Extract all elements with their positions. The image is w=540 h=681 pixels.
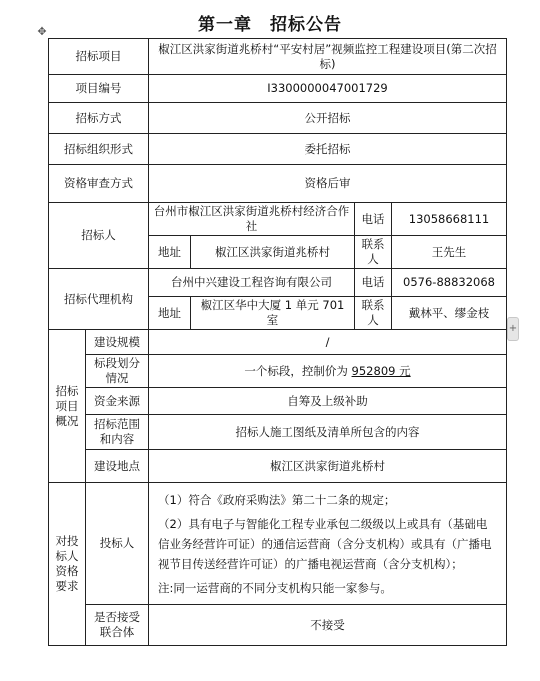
- tenderer-address: 椒江区洪家街道兆桥村: [191, 236, 355, 269]
- row-project-name: [49, 39, 507, 75]
- announcement-table: [48, 38, 507, 646]
- label-requirements: 对投标人资格要求: [49, 483, 86, 646]
- tenderer-contact: 王先生: [392, 236, 507, 269]
- value-bid-method: 公开招标: [149, 103, 507, 134]
- label-bid-method: 招标方式: [49, 103, 149, 134]
- agent-contact-label: 联系人: [355, 297, 392, 330]
- row-bid-method: [49, 103, 507, 134]
- agent-address: 椒江区华中大厦 1 单元 701 室: [191, 297, 355, 330]
- agent-name: 台州中兴建设工程咨询有限公司: [149, 269, 355, 297]
- label-project-code: 项目编号: [49, 75, 149, 103]
- label-tenderer: 招标人: [49, 203, 149, 269]
- requirement-line: 注:同一运营商的不同分支机构只能一家参与。: [158, 580, 392, 595]
- value-consortium: 不接受: [149, 605, 507, 646]
- plus-icon[interactable]: +: [507, 317, 519, 341]
- sections-prefix: 一个标段，控制价为: [244, 363, 348, 378]
- value-scale: /: [149, 330, 507, 355]
- requirement-line: （1）符合《政府采购法》第二十二条的规定；: [158, 492, 396, 507]
- value-project-code: I3300000047001729: [149, 75, 507, 103]
- tenderer-contact-label: 联系人: [355, 236, 392, 269]
- label-scale: 建设规模: [86, 330, 149, 355]
- value-funding: 自筹及上级补助: [149, 388, 507, 415]
- value-scope: 招标人施工图纸及清单所包含的内容: [149, 415, 507, 450]
- control-price: 952809 元: [351, 363, 411, 378]
- four-arrows-move-icon[interactable]: ✥: [37, 25, 47, 38]
- row-funding: [49, 388, 507, 415]
- label-bidder: 投标人: [86, 483, 149, 605]
- label-project-name: 招标项目: [49, 39, 149, 75]
- row-location: [49, 450, 507, 483]
- tenderer-phone: 13058668111: [392, 203, 507, 236]
- bidder-requirements: [149, 483, 507, 605]
- requirement-line: （2）具有电子与智能化工程专业承包二级级以上或具有（基础电信业务经营许可证）的通信运营商（含分支机构）或具有（广播电视节目传送经营许可证）的广播电视运营商（含分支机构）；: [158, 516, 492, 571]
- value-qualification: 资格后审: [149, 165, 507, 203]
- tenderer-name: 台州市椒江区洪家街道兆桥村经济合作社: [149, 203, 355, 236]
- tenderer-phone-label: 电话: [355, 203, 392, 236]
- agent-phone: 0576-88832068: [392, 269, 507, 297]
- label-sections: 标段划分情况: [86, 355, 149, 388]
- label-agent: 招标代理机构: [49, 269, 149, 330]
- row-scope: [49, 415, 507, 450]
- agent-phone-label: 电话: [355, 269, 392, 297]
- label-org-form: 招标组织形式: [49, 134, 149, 165]
- row-project-code: [49, 75, 507, 103]
- value-location: 椒江区洪家街道兆桥村: [149, 450, 507, 483]
- label-scope: 招标范围和内容: [86, 415, 149, 450]
- label-location: 建设地点: [86, 450, 149, 483]
- page-title: 第一章 招标公告: [198, 15, 342, 35]
- row-sections: [49, 355, 507, 388]
- label-funding: 资金来源: [86, 388, 149, 415]
- row-consortium: [49, 605, 507, 646]
- label-consortium: 是否接受联合体: [86, 605, 149, 646]
- row-tenderer-1: [49, 203, 507, 236]
- label-qualification: 资格审查方式: [49, 165, 149, 203]
- value-org-form: 委托招标: [149, 134, 507, 165]
- row-org-form: [49, 134, 507, 165]
- tenderer-address-label: 地址: [149, 236, 191, 269]
- agent-address-label: 地址: [149, 297, 191, 330]
- agent-contact: 戴林平、缪金枝: [392, 297, 507, 330]
- row-qualification: [49, 165, 507, 203]
- row-agent-1: [49, 269, 507, 297]
- row-scale: [49, 330, 507, 355]
- label-overview: 招标项目概况: [49, 330, 86, 483]
- value-sections: [149, 355, 507, 388]
- value-project-name: 椒江区洪家街道兆桥村“平安村居”视频监控工程建设项目(第二次招标): [149, 39, 507, 75]
- row-bidder-requirements: [49, 483, 507, 605]
